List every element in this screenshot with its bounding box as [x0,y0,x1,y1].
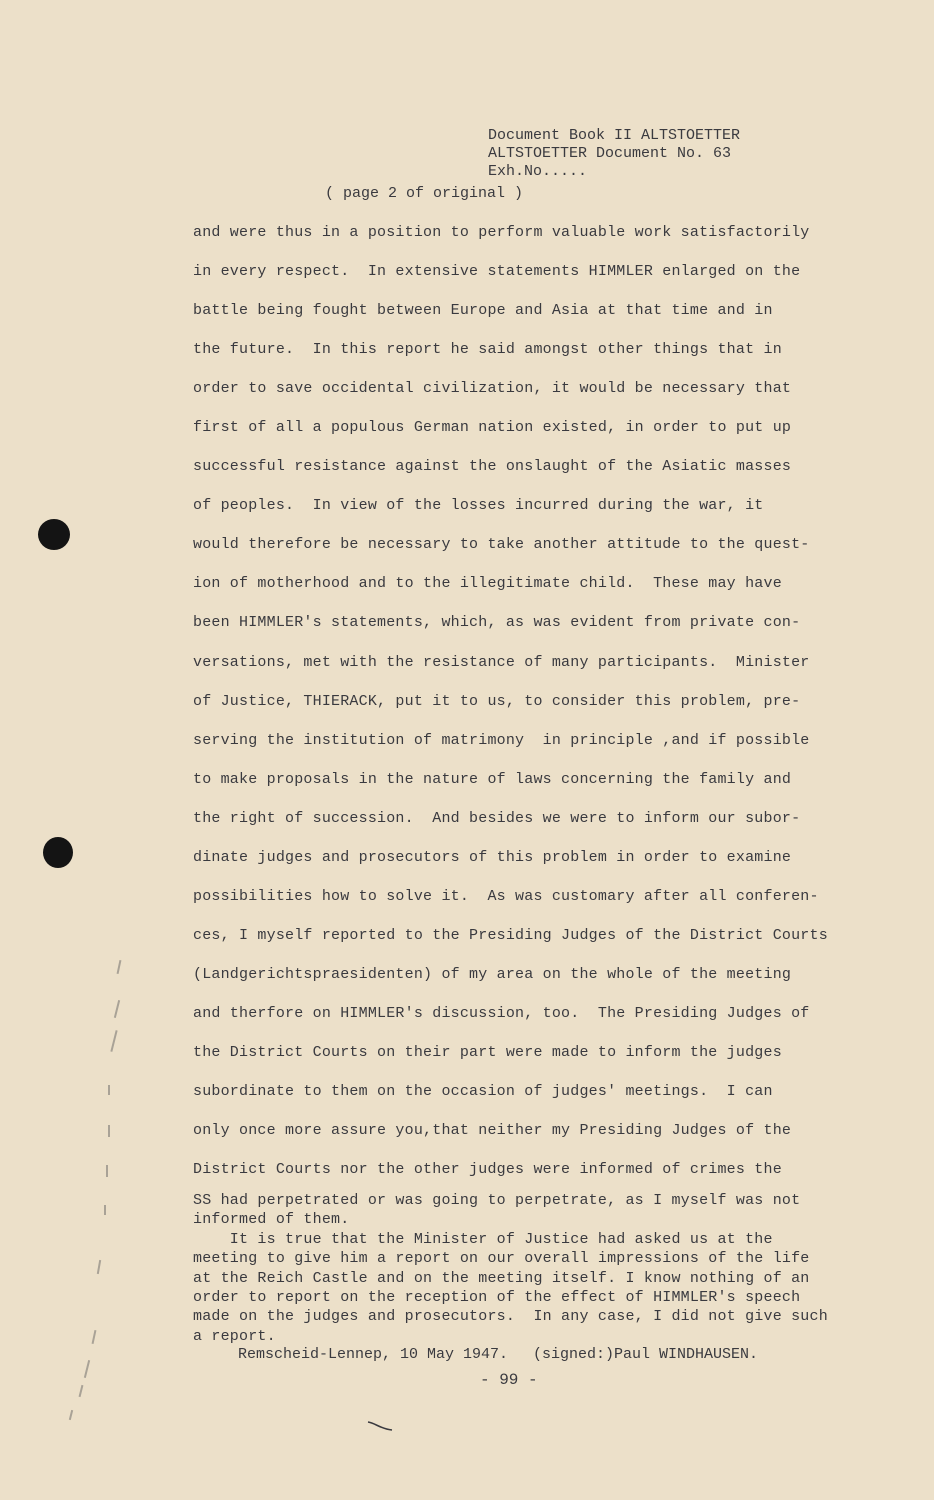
page-of-original: ( page 2 of original ) [325,185,524,202]
pen-squiggle [367,1420,393,1432]
body-line: meeting to give him a report on our overall impressions of the life [193,1250,810,1268]
place-and-date: Remscheid-Lennep, 10 May 1947. [238,1346,509,1363]
body-line: only once more assure you,that neither my Presiding Judges of the [193,1122,792,1140]
margin-mark [117,960,122,974]
margin-mark [104,1205,106,1215]
body-line: successful resistance against the onslaught of the Asiatic masses [193,458,792,476]
body-line: order to save occidental civilization, it would be necessary that [193,380,792,398]
body-line: ces, I myself reported to the Presiding Judges of the District Courts [193,926,828,944]
body-line: District Courts nor the other judges were informed of crimes the [193,1161,782,1179]
punch-hole [43,837,73,868]
body-line: battle being fought between Europe and Asia at that time and in [193,302,773,320]
body-line: versations, met with the resistance of many participants. Minister [193,653,810,671]
margin-mark [79,1385,84,1397]
margin-mark [69,1410,73,1420]
body-line: the future. In this report he said amongst other things that in [193,341,782,359]
punch-hole [38,519,70,550]
body-line: order to report on the reception of the effect of HIMMLER's speech [193,1288,801,1306]
body-line: of peoples. In view of the losses incurred during the war, it [193,497,764,515]
body-line: of Justice, THIERACK, put it to us, to consider this problem, pre- [193,692,801,710]
margin-mark [92,1330,97,1344]
body-line: (Landgerichtspraesidenten) of my area on the whole of the meeting [193,965,792,983]
margin-mark [108,1125,110,1137]
body-line: It is true that the Minister of Justice had asked us at the [193,1230,773,1248]
margin-mark [84,1360,90,1378]
body-text [193,222,873,1198]
body-line: ion of motherhood and to the illegitimate child. These may have [193,575,782,593]
body-line: informed of them. [193,1211,350,1229]
body-line: and therfore on HIMMLER's discussion, too. The Presiding Judges of [193,1004,810,1022]
body-line: a report. [193,1327,276,1345]
body-line: the District Courts on their part were made to inform the judges [193,1043,782,1061]
body-line: serving the institution of matrimony in principle ,and if possible [193,731,810,749]
body-line: SS had perpetrated or was going to perpetrate, as I myself was not [193,1192,801,1209]
body-line: subordinate to them on the occasion of judges' meetings. I can [193,1083,773,1101]
body-line: possibilities how to solve it. As was customary after all conferen- [193,887,819,905]
body-line: first of all a populous German nation existed, in order to put up [193,419,792,437]
closing-paragraph [193,1191,873,1346]
body-line: in every respect. In extensive statements HIMMLER enlarged on the [193,263,801,281]
body-line: dinate judges and prosecutors of this problem in order to examine [193,848,792,866]
margin-mark [108,1085,110,1095]
body-line: been HIMMLER's statements, which, as was evident from private con- [193,614,801,632]
signed-name: (signed:)Paul WINDHAUSEN. [533,1346,759,1363]
document-header [488,127,740,181]
body-line: the right of succession. And besides we were to inform our subor- [193,809,801,827]
body-line: at the Reich Castle and on the meeting itself. I know nothing of an [193,1269,810,1287]
margin-mark [110,1030,117,1052]
margin-mark [97,1260,101,1274]
body-line: would therefore be necessary to take another attitude to the quest- [193,536,810,554]
signature-line [193,1346,758,1363]
header-exhibit-number: Exh.No..... [488,163,588,180]
margin-mark [114,1000,120,1018]
header-document-number: ALTSTOETTER Document No. 63 [488,145,732,162]
margin-mark [106,1165,108,1177]
body-line: to make proposals in the nature of laws concerning the family and [193,770,792,788]
page-number: - 99 - [480,1371,538,1389]
body-line: made on the judges and prosecutors. In any case, I did not give such [193,1308,828,1326]
header-document-book: Document Book II ALTSTOETTER [488,127,741,144]
body-line: and were thus in a position to perform valuable work satisfactorily [193,224,810,241]
